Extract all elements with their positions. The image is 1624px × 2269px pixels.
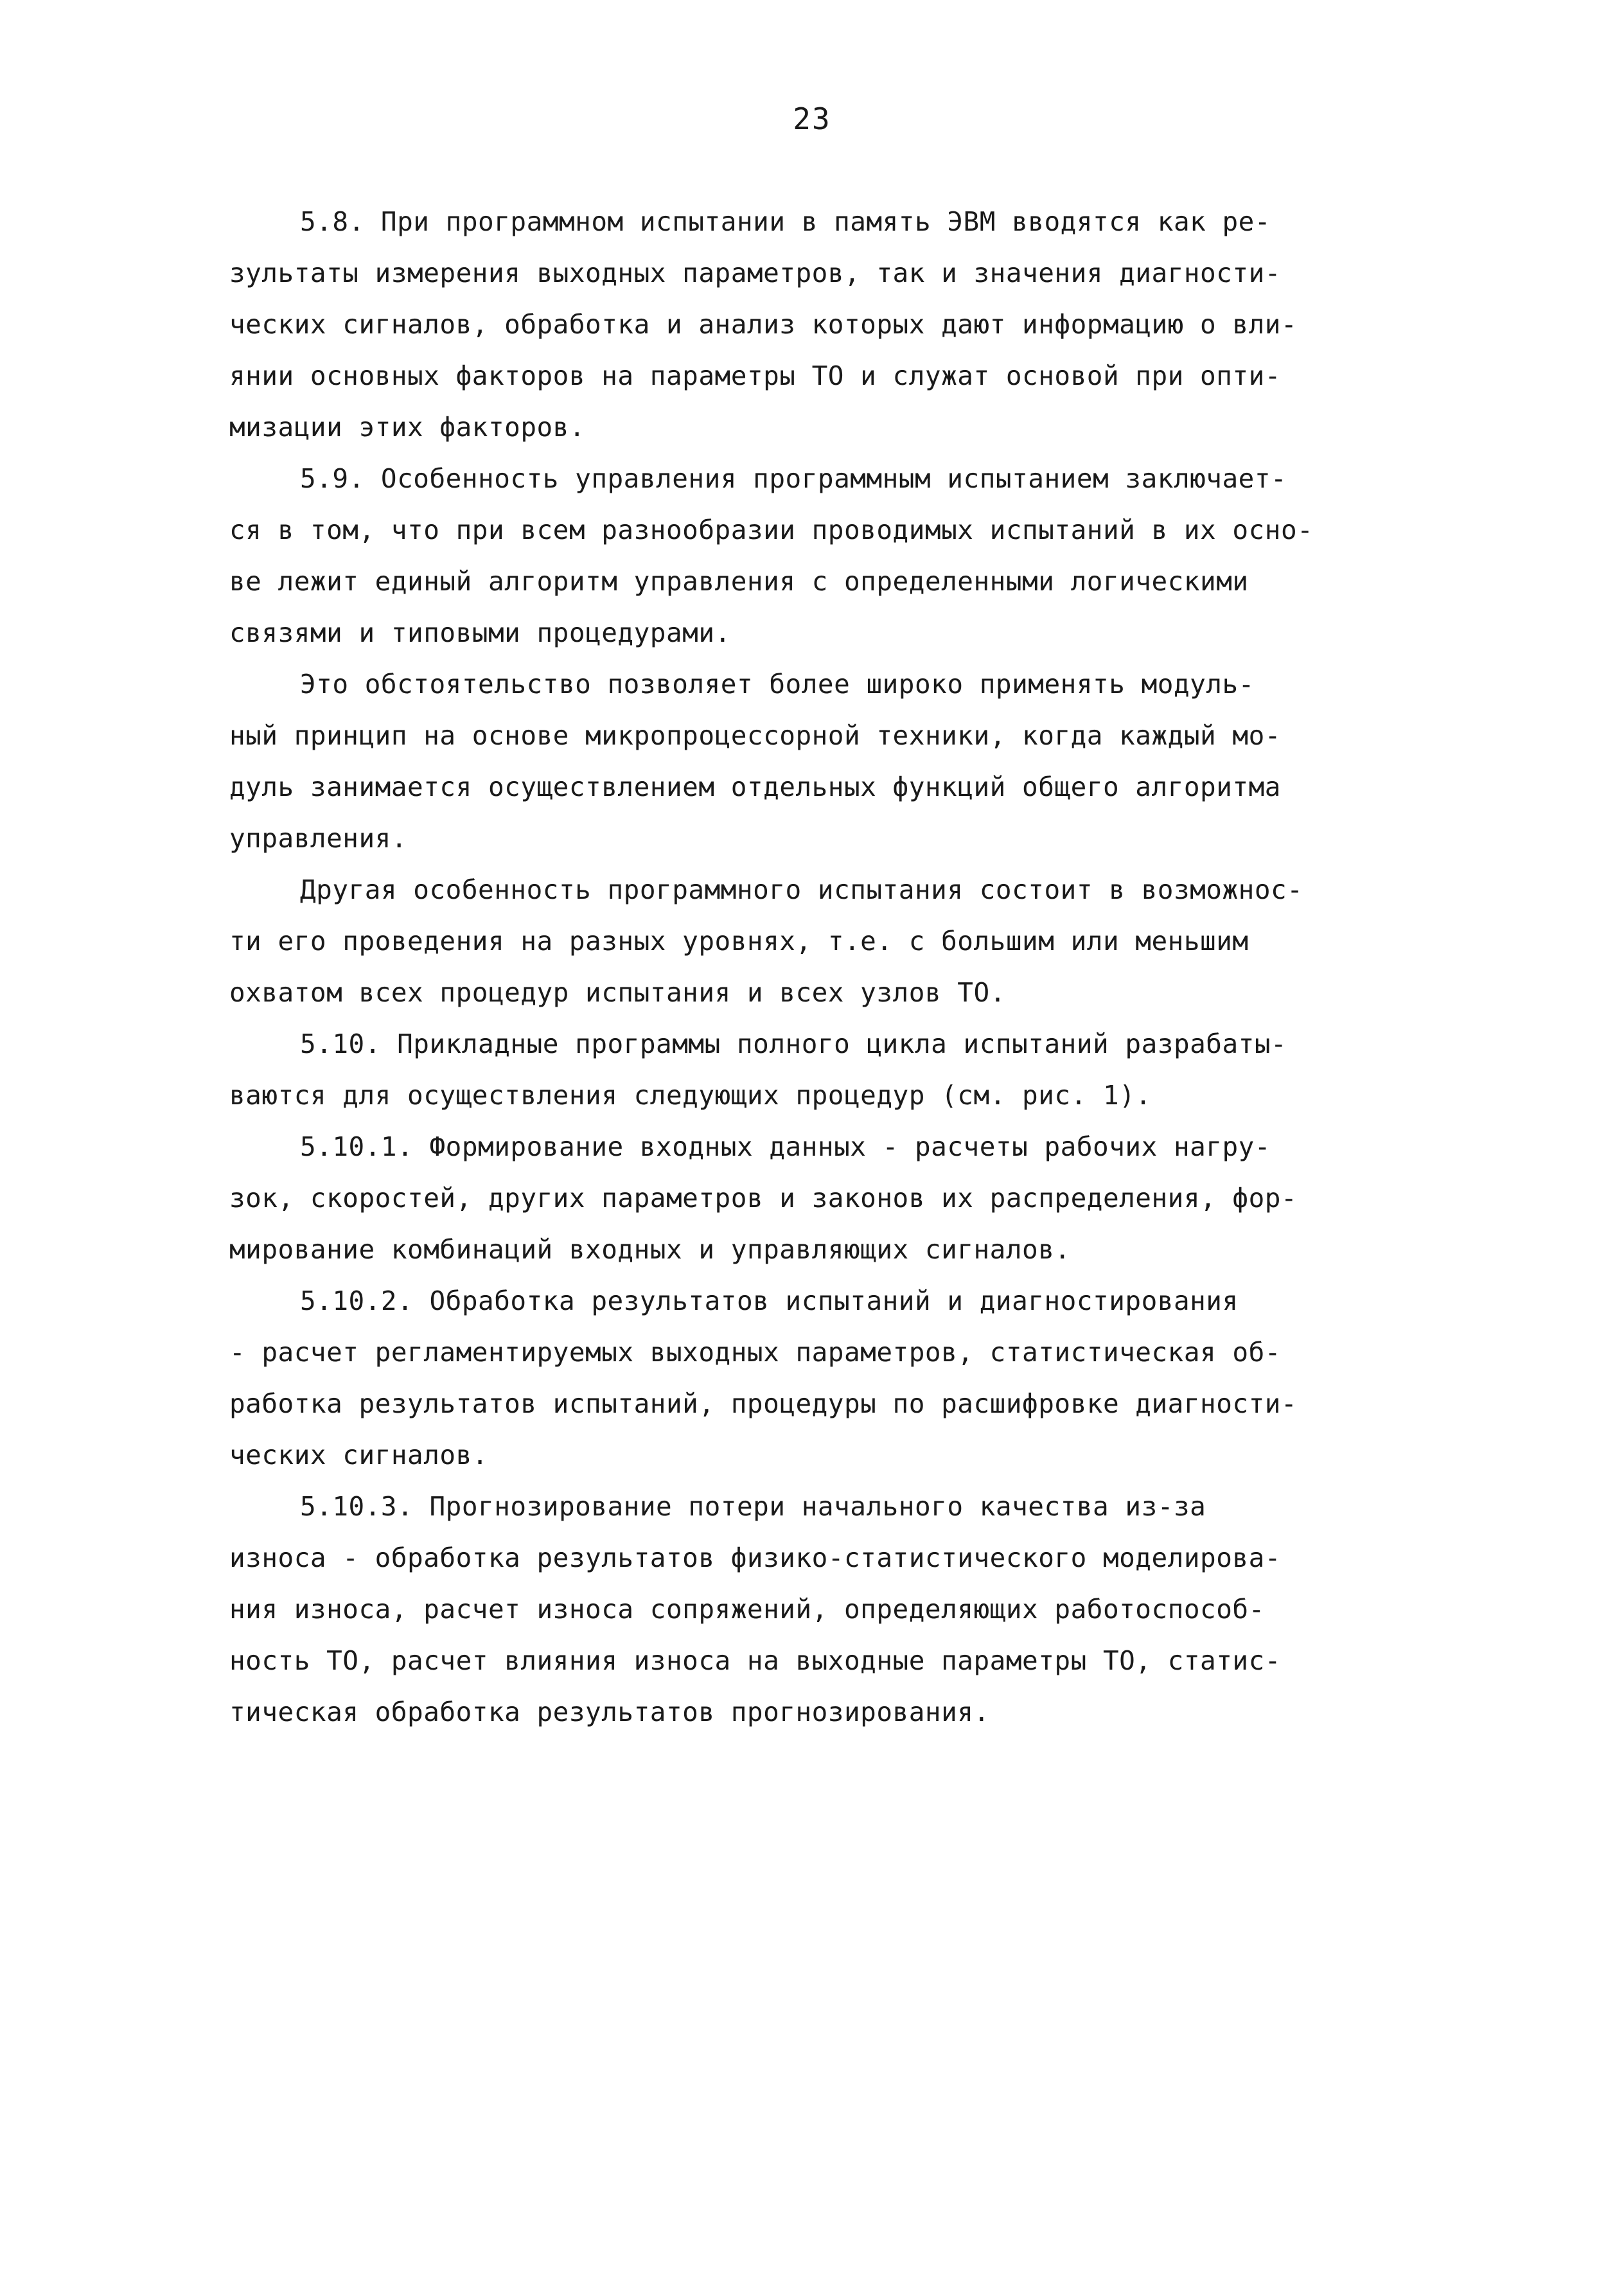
- text-line: 5.10. Прикладные программы полного цикла испытаний разрабаты-: [300, 1029, 1287, 1059]
- text-line: ваются для осуществления следующих процедур (см. рис. 1).: [229, 1080, 1152, 1111]
- text-line: - расчет регламентируемых выходных параметров, статистическая об-: [229, 1337, 1281, 1368]
- text-line: янии основных факторов на параметры ТО и служат основой при опти-: [229, 360, 1281, 391]
- text-line: ся в том, что при всем разнообразии проводимых испытаний в их осно-: [229, 515, 1314, 545]
- text-line: ве лежит единый алгоритм управления с определенными логическими: [229, 566, 1249, 597]
- text-line: ный принцип на основе микропроцессорной техники, когда каждый мо-: [229, 720, 1281, 751]
- text-line: Это обстоятельство позволяет более широко применять модуль-: [300, 669, 1255, 700]
- text-line: износа - обработка результатов физико-статистического моделирова-: [229, 1542, 1281, 1573]
- text-line: ти его проведения на разных уровнях, т.е. с большим или меньшим: [229, 926, 1249, 957]
- text-line: связями и типовыми процедурами.: [229, 617, 731, 648]
- text-line: работка результатов испытаний, процедуры по расшифровке диагности-: [229, 1388, 1298, 1419]
- text-line: тическая обработка результатов прогнозирования.: [229, 1697, 990, 1727]
- text-line: зультаты измерения выходных параметров, так и значения диагности-: [229, 258, 1281, 288]
- text-line: ческих сигналов, обработка и анализ которых дают информацию о вли-: [229, 309, 1298, 340]
- text-line: зок, скоростей, других параметров и законов их распределения, фор-: [229, 1183, 1298, 1214]
- text-line: ческих сигналов.: [229, 1440, 488, 1470]
- body-text: [229, 196, 1314, 1738]
- text-line: ность ТО, расчет влияния износа на выходные параметры ТО, статис-: [229, 1645, 1281, 1676]
- text-line: ния износа, расчет износа сопряжений, определяющих работоспособ-: [229, 1594, 1265, 1625]
- text-line: 5.10.1. Формирование входных данных - расчеты рабочих нагру-: [300, 1131, 1271, 1162]
- text-line: 5.8. При программном испытании в память ЭВМ вводятся как ре-: [300, 206, 1271, 237]
- text-line: мирование комбинаций входных и управляющих сигналов.: [229, 1234, 1071, 1265]
- text-line: 5.10.2. Обработка результатов испытаний и диагностирования: [300, 1285, 1239, 1316]
- text-line: дуль занимается осуществлением отдельных функций общего алгоритма: [229, 772, 1281, 802]
- page-number: 23: [793, 102, 831, 136]
- text-line: управления.: [229, 823, 408, 854]
- text-line: 5.9. Особенность управления программным испытанием заключает-: [300, 463, 1287, 494]
- text-line: 5.10.3. Прогнозирование потери начального качества из-за: [300, 1491, 1206, 1522]
- text-line: мизации этих факторов.: [229, 412, 586, 443]
- text-line: Другая особенность программного испытания состоит в возможнос-: [300, 874, 1303, 905]
- text-line: охватом всех процедур испытания и всех узлов ТО.: [229, 977, 1006, 1008]
